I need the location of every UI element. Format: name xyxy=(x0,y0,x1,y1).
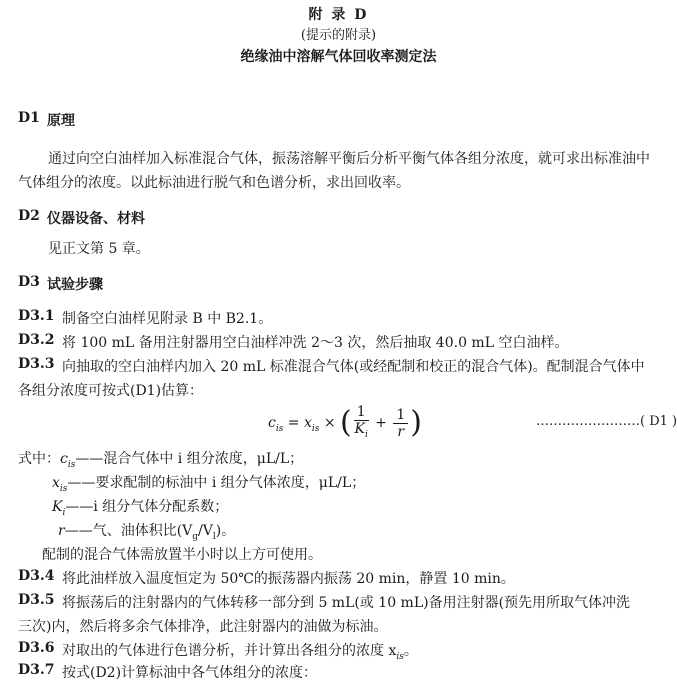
frac1-denominator: K xyxy=(354,420,365,437)
def-ki-sub: i xyxy=(62,507,66,518)
def-r-end: )。 xyxy=(215,523,236,539)
d3-6-main: 对取出的气体进行色谱分析，并计算出各组分的浓度 x xyxy=(62,643,397,659)
def-ki-symbol: K xyxy=(52,499,63,515)
d1-paragraph-line1: 通过向空白油样加入标准混合气体，振荡溶解平衡后分析平衡气体各组分浓度，就可求出标准油中 xyxy=(48,151,650,167)
def-r xyxy=(58,520,235,542)
def-cis-text: ——混合气体中 i 组分浓度，μL/L； xyxy=(75,451,304,467)
formula-frac-1 xyxy=(354,404,369,443)
formula-x-sub: is xyxy=(311,423,320,434)
d3-7-text: 按式(D2)计算标油中各气体组分的浓度： xyxy=(62,665,318,681)
def-xis-sub: is xyxy=(59,483,68,494)
d3-5-text-line1: 将振荡后的注射器内的气体转移一部分到 5 mL(或 10 mL)备用注射器(预先用所取气体冲洗 xyxy=(62,595,631,611)
section-d3-number: D3 xyxy=(18,274,40,290)
section-d2-title: 仪器设备、材料 xyxy=(47,211,145,227)
d3-3-number: D3.3 xyxy=(18,356,55,372)
d3-6-number: D3.6 xyxy=(18,640,55,656)
d2-paragraph: 见正文第 5 章。 xyxy=(48,241,150,257)
formula-lhs-sub: is xyxy=(275,423,284,434)
d3-6-sub: is xyxy=(396,651,404,662)
appendix-subtitle: (提示的附录) xyxy=(300,28,377,43)
d3-5-number: D3.5 xyxy=(18,592,55,608)
def-ki-text: ——i 组分气体分配系数； xyxy=(65,499,229,515)
def-cis-sub: is xyxy=(67,459,76,470)
def-r-vg-sub: g xyxy=(192,531,199,542)
formula-plus: + xyxy=(370,415,392,431)
d3-note: 配制的混合气体需放置半小时以上方可使用。 xyxy=(42,547,322,563)
section-d3-title: 试验步骤 xyxy=(47,277,103,293)
d3-6-text xyxy=(62,640,418,662)
d3-4-number: D3.4 xyxy=(18,568,55,584)
def-r-text: ——气、油体积比(V xyxy=(64,523,193,539)
formula-lhs: c xyxy=(268,415,276,431)
d3-5-text-line2: 三次)内，然后将多余气体排净，此注射器内的油做为标油。 xyxy=(18,619,388,635)
formula-x: x xyxy=(303,415,312,431)
section-d2-number: D2 xyxy=(18,208,40,224)
d3-3-text-line2: 各组分浓度可按式(D1)估算： xyxy=(18,383,204,399)
d3-7-number: D3.7 xyxy=(18,662,55,678)
frac2-numerator: 1 xyxy=(393,407,408,424)
frac1-denominator-sub: i xyxy=(365,429,368,440)
d3-1-text: 制备空白油样见附录 B 中 B2.1。 xyxy=(62,311,273,327)
formula-times: × xyxy=(319,415,341,431)
formula-d1-label: ……………………( D1 ) xyxy=(536,414,677,429)
def-r-vl-sub: l xyxy=(212,531,216,542)
def-xis xyxy=(52,472,365,494)
d3-4-text: 将此油样放入温度恒定为 50℃的振荡器内振荡 20 min，静置 10 min。 xyxy=(62,571,515,587)
def-r-symbol: r xyxy=(58,523,65,539)
frac1-numerator: 1 xyxy=(354,404,369,421)
def-r-mid: /V xyxy=(198,523,213,539)
appendix-heading: 绝缘油中溶解气体回收率测定法 xyxy=(240,49,437,65)
formula-eq: = xyxy=(283,415,304,431)
d3-6-end: 。 xyxy=(403,643,418,659)
def-cis-symbol: c xyxy=(60,451,68,467)
section-d1-number: D1 xyxy=(18,110,40,126)
defs-prefix: 式中： xyxy=(18,451,60,467)
def-cis xyxy=(18,448,303,470)
formula-d1 xyxy=(268,403,422,443)
def-xis-symbol: x xyxy=(52,475,60,491)
def-ki xyxy=(52,496,228,518)
d3-1-number: D3.1 xyxy=(18,308,55,324)
appendix-title: 附 录 D xyxy=(308,7,369,23)
d3-3-text-line1: 向抽取的空白油样内加入 20 mL 标准混合气体(或经配制和校正的混合气体)。配制混合气体中 xyxy=(62,359,645,375)
d1-paragraph-line2: 气体组分的浓度。以此标油进行脱气和色谱分析，求出回收率。 xyxy=(18,175,410,191)
formula-paren-open: ( xyxy=(340,405,352,440)
section-d1-title: 原理 xyxy=(47,113,75,129)
d3-2-text: 将 100 mL 备用注射器用空白油样冲洗 2～3 次，然后抽取 40.0 mL 空白油样。 xyxy=(62,335,569,351)
frac2-denominator: r xyxy=(397,423,405,440)
d3-2-number: D3.2 xyxy=(18,332,55,348)
formula-paren-close: ) xyxy=(410,405,422,440)
def-xis-text: ——要求配制的标油中 i 组分气体浓度，μL/L； xyxy=(67,475,366,491)
formula-frac-2 xyxy=(393,407,408,440)
